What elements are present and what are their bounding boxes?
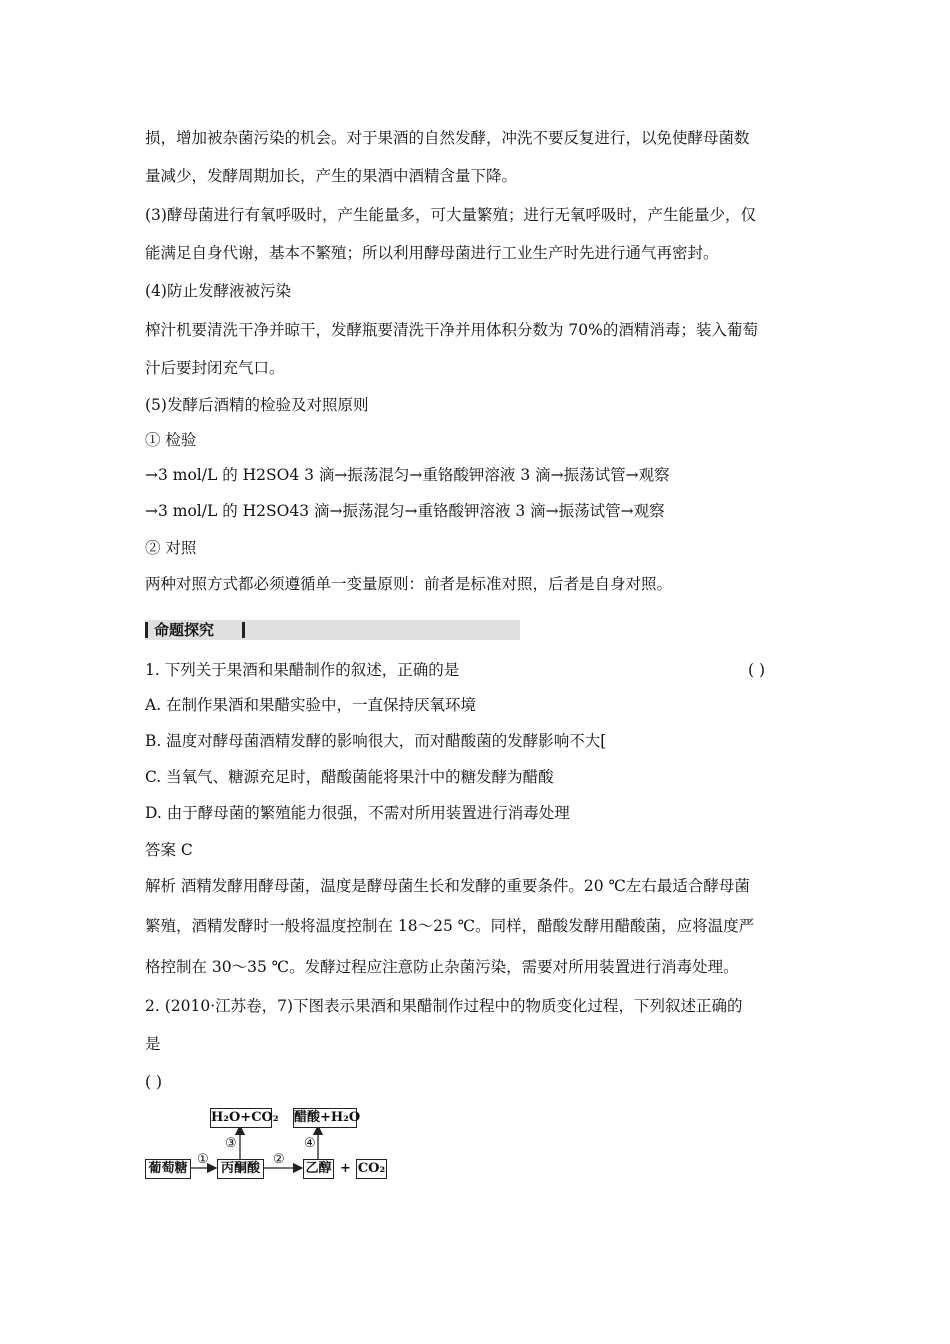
section-title: 命题探究 (154, 621, 215, 639)
plus-sign: + (340, 1161, 351, 1176)
step-4-label: ④ (304, 1136, 316, 1151)
answer-line: 答案 C (145, 841, 193, 859)
option-b: B. 温度对酵母菌酒精发酵的影响很大，而对醋酸菌的发酵影响不大[ (145, 732, 607, 750)
box-h2o-co2: H₂O+CO₂ (210, 1108, 272, 1128)
paragraph-line: 汁后要封闭充气口。 (145, 359, 285, 377)
question-2-answer-blank: ( ) (145, 1073, 163, 1091)
paragraph-line: 能满足自身代谢，基本不繁殖；所以利用酵母菌进行工业生产时先进行通气再密封。 (145, 244, 719, 262)
paragraph-line: 两种对照方式都必须遵循单一变量原则：前者是标准对照，后者是自身对照。 (145, 575, 673, 593)
paragraph-line: (3)酵母菌进行有氧呼吸时，产生能量多，可大量繁殖；进行无氧呼吸时，产生能量少，仅 (145, 206, 756, 224)
question-1-stem: 1. 下列关于果酒和果醋制作的叙述，正确的是 (145, 661, 460, 679)
box-co2: CO₂ (356, 1159, 387, 1179)
box-glucose: 葡萄糖 (145, 1159, 191, 1179)
paragraph-line: 量减少，发酵周期加长，产生的果酒中酒精含量下降。 (145, 167, 518, 185)
paragraph-line: 榨汁机要清洗干净并晾干，发酵瓶要清洗干净并用体积分数为 70%的酒精消毒；装入葡萄 (145, 321, 758, 339)
paragraph-line: ① 检验 (145, 431, 197, 449)
question-1-answer-blank: ( ) (748, 661, 766, 679)
paragraph-heading: (5)发酵后酒精的检验及对照原则 (145, 396, 369, 414)
box-acetic-acid-h2o: 醋酸+H₂O (293, 1108, 357, 1128)
question-2-stem-cont: 是 (145, 1035, 161, 1053)
paragraph-line: ② 对照 (145, 539, 197, 557)
option-d: D. 由于酵母菌的繁殖能力很强，不需对所用装置进行消毒处理 (145, 804, 570, 822)
procedure-line: →3 mol/L 的 H2SO4 3 滴→振荡混匀→重铬酸钾溶液 3 滴→振荡试管→观察 (145, 466, 670, 484)
box-pyruvate: 丙酮酸 (217, 1159, 264, 1179)
option-a: A. 在制作果酒和果醋实验中，一直保持厌氧环境 (145, 696, 477, 714)
procedure-line: →3 mol/L 的 H2SO43 滴→振荡混匀→重铬酸钾溶液 3 滴→振荡试管→观察 (145, 502, 665, 520)
step-2-label: ② (273, 1152, 285, 1167)
analysis-line: 繁殖，酒精发酵时一般将温度控制在 18～25 ℃。同样，醋酸发酵用醋酸菌，应将温度严 (145, 917, 755, 935)
paragraph-heading: (4)防止发酵液被污染 (145, 282, 291, 300)
question-2-stem: 2. (2010·江苏卷，7)下图表示果酒和果醋制作过程中的物质变化过程，下列叙述正确的 (145, 997, 743, 1015)
box-ethanol: 乙醇 (303, 1159, 334, 1179)
step-1-label: ① (197, 1152, 209, 1167)
step-3-label: ③ (225, 1136, 237, 1151)
option-c: C. 当氧气、糖源充足时，醋酸菌能将果汁中的糖发酵为醋酸 (145, 768, 554, 786)
paragraph-line: 损，增加被杂菌污染的机会。对于果酒的自然发酵，冲洗不要反复进行，以免使酵母菌数 (145, 129, 750, 147)
analysis-line: 格控制在 30～35 ℃。发酵过程应注意防止杂菌污染，需要对所用装置进行消毒处理。 (145, 958, 739, 976)
analysis-line: 解析 酒精发酵用酵母菌，温度是酵母菌生长和发酵的重要条件。20 ℃左右最适合酵母菌 (145, 877, 750, 895)
